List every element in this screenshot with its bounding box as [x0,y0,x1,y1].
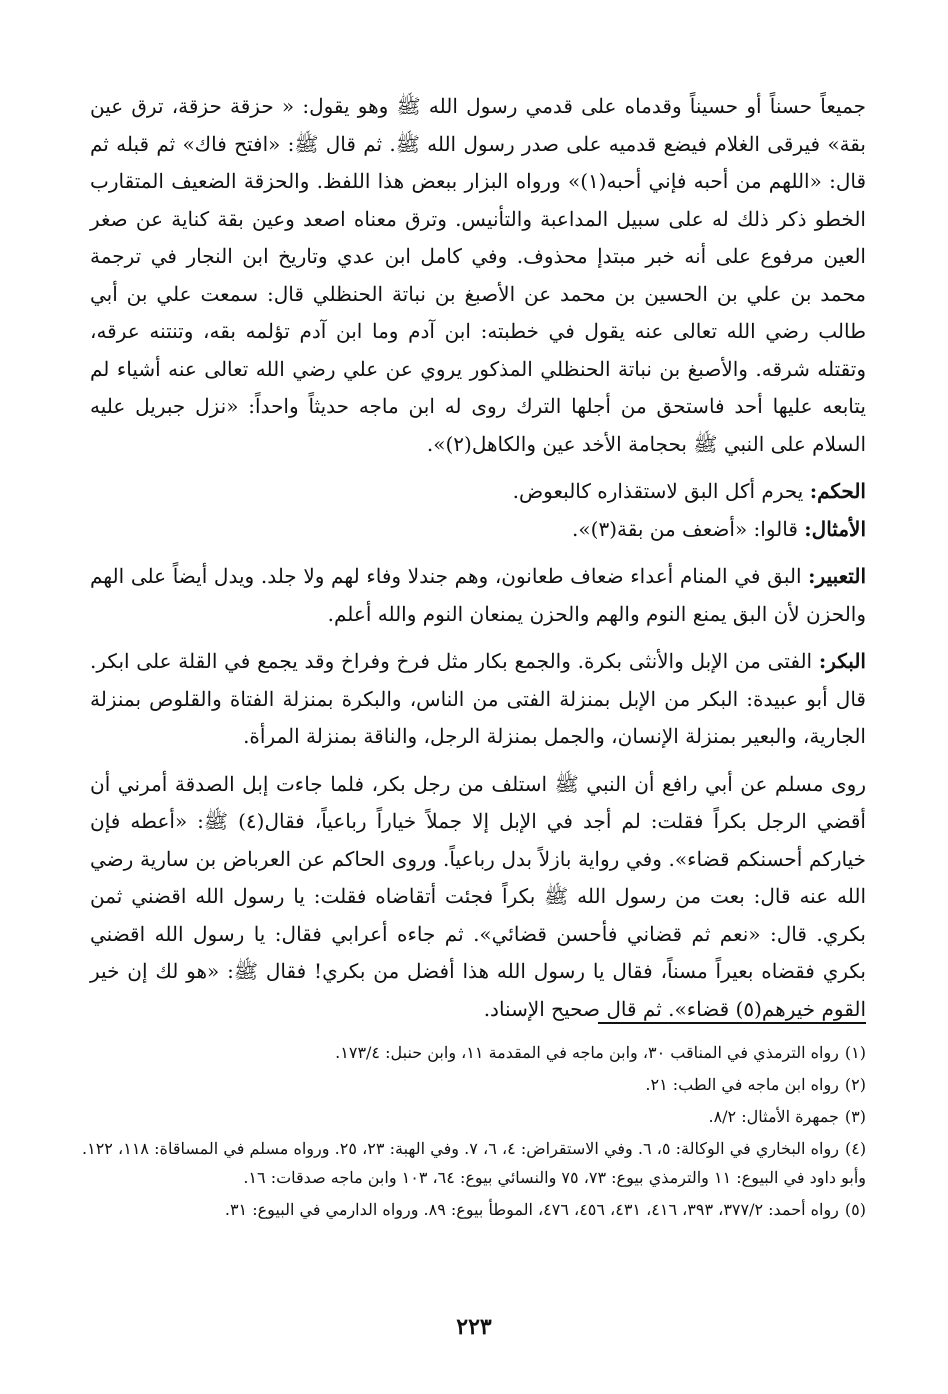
footnote-item [82,1070,866,1099]
interpretation-text: البق في المنام أعداء ضعاف طعانون، وهم جندلا وفاء لهم ولا جلد. ويدل أيضاً على الهم والحزن لأن البق يمنع النوم والهم والحزن يمنعان النوم والله أعلم. [90,564,866,626]
footnote-text: رواه الترمذي في المناقب ٣٠، وابن ماجه في المقدمة ١١، وابن حنبل: ١٧٣/٤. [335,1043,839,1062]
footnote-text: رواه ابن ماجه في الطب: ٢١. [645,1075,839,1094]
footnote-item [82,1038,866,1067]
interpretation-label: التعبير: [808,564,866,588]
footnote-number: (٢) [844,1075,866,1094]
body-paragraph: جميعاً حسناً أو حسيناً وقدماه على قدمي رسول الله ﷺ وهو يقول: « حزقة حزقة، ترق عين بقة» فيرقى الغلام فيضع قدميه على صدر رسول الله ﷺ. ثم قال ﷺ: «افتح فاك» ثم قبله ثم قال: «اللهم من أحبه فإني أحبه(١)» ورواه البزار ببعض هذا اللفظ. والحزقة الضعيف المتقارب الخطو ذكر ذلك له على سبيل المداعبة والتأنيس. وترق معناه اصعد وعين بقة كناية عن صغر العين مرفوع على أنه خبر مبتدإ محذوف. وفي كامل ابن عدي وتاريخ ابن النجار في ترجمة محمد بن علي بن الحسين بن محمد عن الأصبغ بن نباتة الحنظلي قال: سمعت علي بن أبي طالب رضي الله تعالى عنه يقول في خطبته: ابن آدم وما ابن آدم تؤلمه بقه، وتنتنه عرقه، وتقتله شرقه. والأصبغ بن نباتة الحنظلي المذكور يروي عن علي رضي الله تعالى عنه أشياء لم يتابعه عليها أحد فاستحق من أجلها الترك روى له ابن ماجه حديثاً واحداً: «نزل جبريل عليه السلام على النبي ﷺ بحجامة الأخد عين والكاهل(٢)». [90,94,867,456]
proverbs-paragraph [90,511,866,549]
footnote-item [82,1195,866,1224]
footnote-number: (٤) [844,1139,867,1158]
proverbs-text: قالوا: «أضعف من بقة(٣)». [572,516,798,541]
footnote-text: رواه أحمد: ٣٧٧/٢، ٣٩٣، ٤١٦، ٤٣١، ٤٥٦، ٤٧٦، الموطأ بيوع: ٨٩. ورواه الدارمي في البيوع: ٣١. [224,1200,839,1219]
hadith-paragraph: روى مسلم عن أبي رافع أن النبي ﷺ استلف من رجل بكر، فلما جاءت إبل الصدقة أمرني أن أقضي الرجل بكراً فقلت: لم أجد في الإبل إلا جملاً خياراً رباعياً، فقال(٤) ﷺ: «أعطه فإن خياركم أحسنكم قضاء». وفي رواية بازلاً بدل رباعياً. وروى الحاكم عن العرباض بن سارية رضي الله عنه قال: بعت من رسول الله ﷺ بكراً فجئت أتقاضاه فقلت: يا رسول الله اقضني ثمن بكري. قال: «نعم ثم قضاني فأحسن قضائي». ثم جاءه أعرابي فقال: يا رسول الله اقضني بكري فقضاه بعيراً مسناً، فقال يا رسول الله هذا أفضل من بكري! فقال ﷺ: «هو لك إن خير القوم خيرهم(٥) قضاء». ثم قال صحيح الإسناد. [90,771,867,1021]
footnote-divider [598,1022,866,1024]
ruling-label: الحكم: [809,479,866,503]
footnote-text: جمهرة الأمثال: ٨/٢. [708,1107,839,1126]
footnote-number: (١) [844,1043,866,1062]
bakr-entry-paragraph [90,643,866,756]
ruling-text: يحرم أكل البق لاستقذاره كالبعوض. [512,479,804,503]
bakr-entry-label: البكر: [818,649,866,673]
bakr-entry-text: الفتى من الإبل والأنثى بكرة. والجمع بكار مثل فرخ وفراخ وقد يجمع في القلة على ابكر. قال أبو عبيدة: البكر من الإبل بمنزلة الفتى من الناس، والبكرة بمنزلة الفتاة والقلوص بمنزلة الجارية، والبعير بمنزلة الإنسان، والجمل بمنزلة الرجل، والناقة بمنزلة المرأة. [90,649,866,748]
footnote-number: (٣) [844,1107,866,1126]
footnotes [82,1038,866,1227]
ruling-paragraph [90,473,866,511]
footnote-text: رواه البخاري في الوكالة: ٥، ٦. وفي الاستقراض: ٤، ٦، ٧. وفي الهبة: ٢٣، ٢٥. ورواه مسلم في المساقاة: ١١٨، ١٢٢. وأبو داود في البيوع: ١١ والترمذي بيوع: ٧٣، ٧٥ والنسائي بيوع: ٦٤، ١٠٣ وابن ماجه صدقات: ١٦. [82,1139,866,1187]
footnote-item [82,1102,866,1131]
page-number: ٢٢٣ [456,1314,492,1340]
footnote-item [82,1134,866,1192]
proverbs-label: الأمثال: [804,516,866,541]
interpretation-paragraph [90,558,866,633]
footnote-number: (٥) [844,1200,866,1219]
